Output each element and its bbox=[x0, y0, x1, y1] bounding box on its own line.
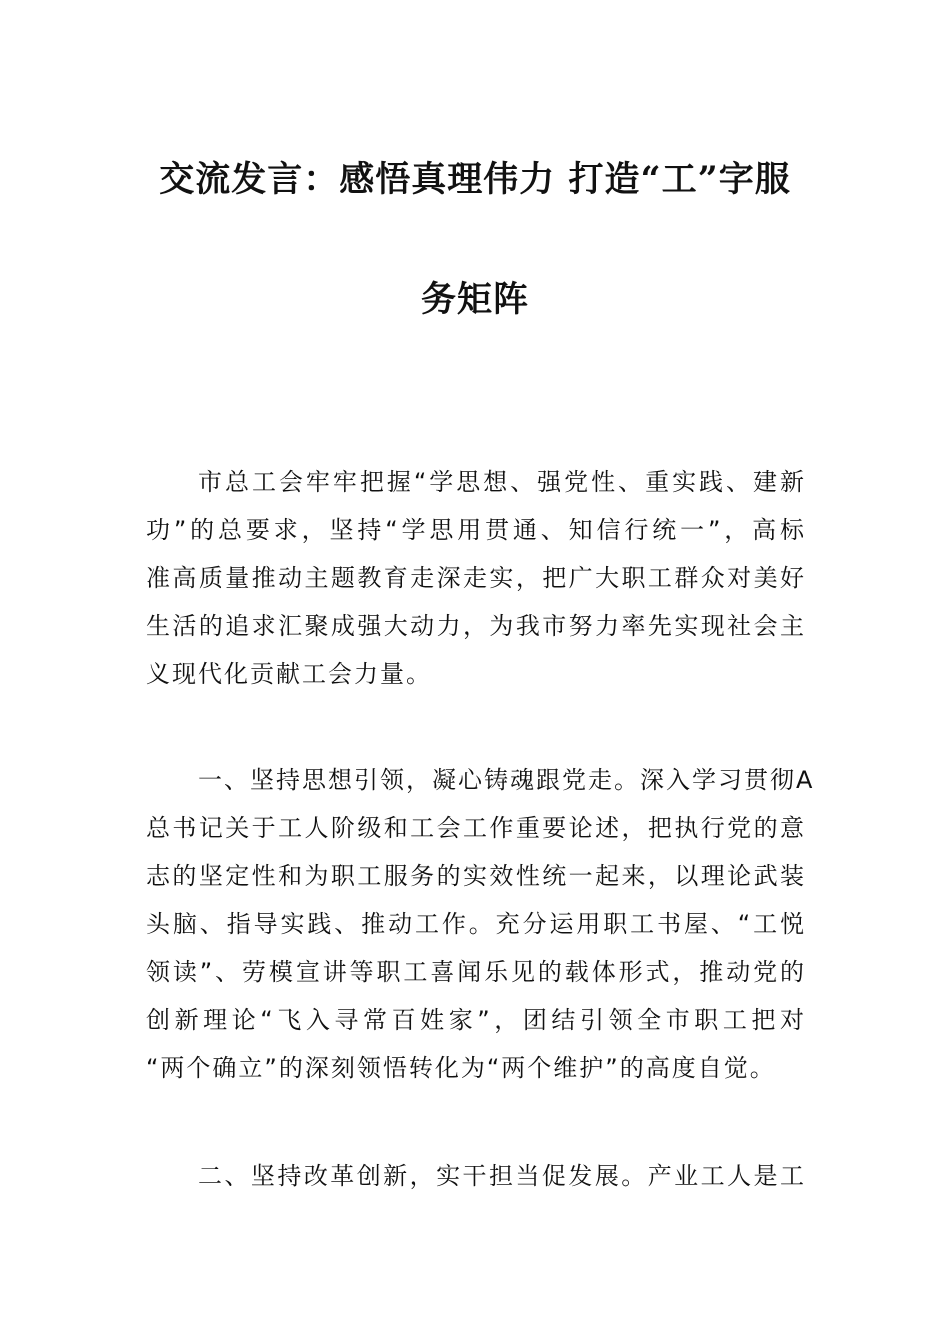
paragraph-line: 二、坚持改革创新，实干担当促发展。产业工人是工 bbox=[198, 1162, 806, 1190]
paragraph-line: 市总工会牢牢把握“学思想、强党性、重实践、建新 bbox=[198, 468, 806, 496]
document-title-line-2: 务矩阵 bbox=[420, 279, 529, 320]
paragraph-line: 创新理论“飞入寻常百姓家”，团结引领全市职工把对 bbox=[146, 1006, 806, 1034]
paragraph-line: 志的坚定性和为职工服务的实效性统一起来，以理论武装 bbox=[146, 862, 806, 890]
paragraph-line: 领读”、劳模宣讲等职工喜闻乐见的载体形式，推动党的 bbox=[146, 958, 806, 986]
paragraph-line: 功”的总要求，坚持“学思用贯通、知信行统一”，高标 bbox=[146, 516, 806, 544]
section-two-paragraph bbox=[146, 1152, 806, 1200]
paragraph-line: 准高质量推动主题教育走深走实，把广大职工群众对美好 bbox=[146, 564, 806, 592]
paragraph-line: “两个确立”的深刻领悟转化为“两个维护”的高度自觉。 bbox=[146, 1054, 776, 1082]
paragraph-line: 一、坚持思想引领，凝心铸魂跟党走。深入学习贯彻A bbox=[198, 766, 815, 794]
document-title-line-1: 交流发言：感悟真理伟力 打造“工”字服 bbox=[159, 159, 791, 200]
section-one-paragraph bbox=[146, 756, 815, 1092]
intro-paragraph bbox=[146, 458, 806, 698]
paragraph-line: 头脑、指导实践、推动工作。充分运用职工书屋、“工悦 bbox=[146, 910, 806, 938]
paragraph-line: 生活的追求汇聚成强大动力，为我市努力率先实现社会主 bbox=[146, 612, 806, 640]
paragraph-line: 总书记关于工人阶级和工会工作重要论述，把执行党的意 bbox=[146, 814, 806, 842]
paragraph-line: 义现代化贡献工会力量。 bbox=[146, 660, 432, 688]
